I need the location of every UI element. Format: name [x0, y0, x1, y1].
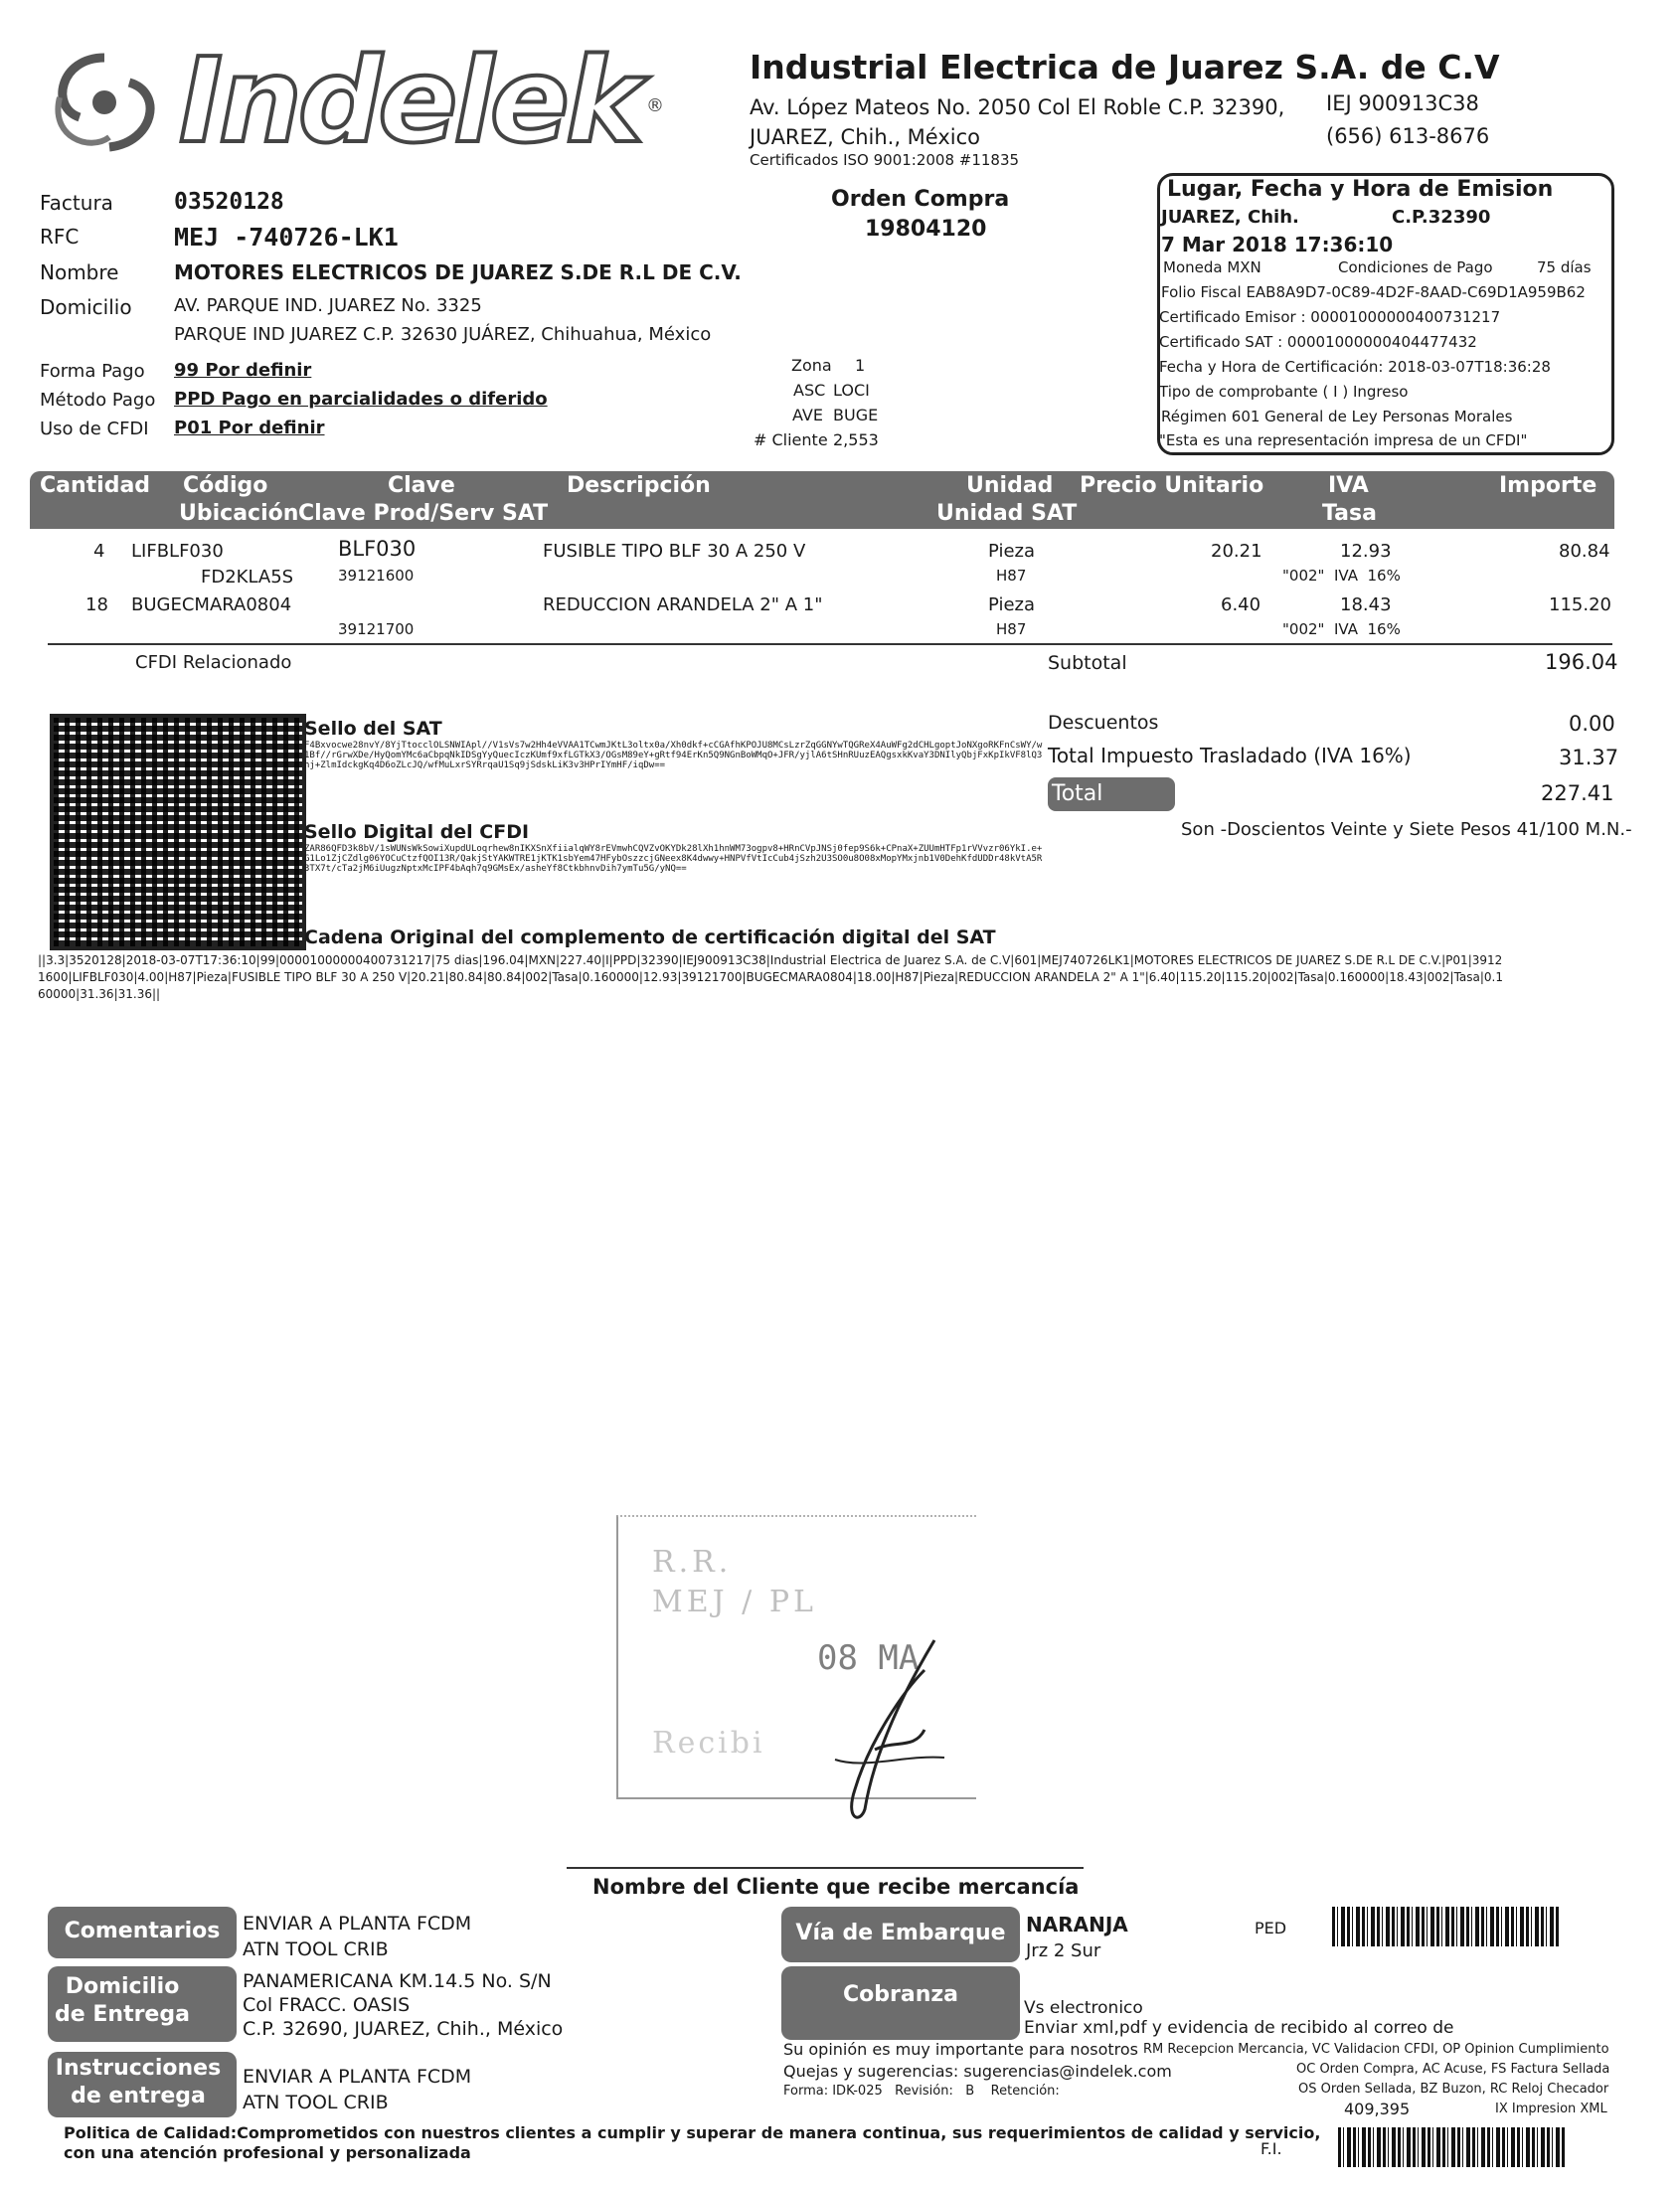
rfc-value: MEJ -740726-LK1 — [174, 223, 399, 252]
signature-line — [567, 1867, 1084, 1869]
numero-text: 409,395 — [1344, 2100, 1411, 2118]
opinion-text: Su opinión es muy importante para nosotros — [783, 2040, 1139, 2059]
table-divider — [48, 643, 1612, 645]
table-row — [30, 535, 1614, 587]
impuesto-value: 31.37 — [1559, 746, 1619, 769]
col-unidad: Unidad — [966, 473, 1054, 498]
cfdi-relacionado: CFDI Relacionado — [135, 652, 292, 673]
domicilio-label: Domicilio — [40, 295, 132, 319]
uso-cfdi-label: Uso de CFDI — [40, 419, 149, 439]
row-precio: 20.21 — [1211, 541, 1262, 562]
instrucciones-label-2: de entrega — [71, 2084, 206, 2108]
col-descripcion: Descripción — [567, 473, 711, 498]
domicilio-entrega-line-1: PANAMERICANA KM.14.5 No. S/N — [243, 1970, 552, 1992]
leyenda-2: OC Orden Compra, AC Acuse, FS Factura Sellada — [1296, 2062, 1610, 2077]
logo-wordmark: Indelek — [179, 32, 640, 169]
fi-label: F.I. — [1260, 2139, 1282, 2158]
instrucciones-label-1: Instrucciones — [55, 2056, 222, 2081]
cobranza-label: Cobranza — [842, 1982, 958, 2007]
politica-line-2: con una atención profesional y personalizada — [64, 2143, 471, 2162]
row-ubicacion: FD2KLA5S — [201, 567, 294, 588]
domicilio-line-1: AV. PARQUE IND. JUAREZ No. 3325 — [174, 295, 482, 316]
factura-label: Factura — [40, 191, 113, 215]
row-descripcion: FUSIBLE TIPO BLF 30 A 250 V — [543, 541, 806, 562]
sello-cfdi-text: ZAR86QFD3k8bV/1sWUNsWkSowiXupdULoqrhew8nIKXSnXfiialqWY8rEVmwhCQVZvOKYDk28lXh1hnWM73ogpv8+HRnCVpJNSj0fep9S6k+CPnaX+ZUUmHTFp1rVVvzr06YkI.e+G1Lo1ZjCZdlg06YOCuCtzfQOI13R/QakjStYAKWTRE1jKTK1sbYem47HFybOszzcjGNeex8K4dwwy+HNPVfVtIcCub4jSzh2U3SO0u8O08xMopYMxjnb1V0DehKfdUDDr48kVtA5R3TX7t/cTa2jM6iUugzNptxMcIPF4bAqh7q9GMsEx/asheYf8CtkbhnvDih7ymTu5G/yNQ== — [304, 844, 1043, 874]
signature-icon — [815, 1630, 974, 1829]
metodo-pago-value: PPD Pago en parcialidades o diferido — [174, 389, 548, 410]
row-codigo: LIFBLF030 — [131, 541, 224, 562]
row-iva: 12.93 — [1340, 541, 1392, 562]
uso-cfdi-value: P01 Por definir — [174, 418, 325, 438]
stamp-line-1: R.R. — [652, 1545, 733, 1580]
company-address-1: Av. López Mateos No. 2050 Col El Roble C.P. 32390, — [750, 95, 1285, 119]
descuentos-label: Descuentos — [1048, 712, 1159, 734]
barcode-bottom — [1338, 2127, 1567, 2167]
via-embarque-value: NARANJA — [1026, 1913, 1128, 1936]
emision-dias: 75 días — [1537, 258, 1592, 276]
col-tasa: Tasa — [1322, 501, 1377, 526]
col-precio: Precio Unitario — [1080, 473, 1264, 498]
row-tasa: "002" IVA 16% — [1282, 620, 1401, 638]
row-tasa: "002" IVA 16% — [1282, 567, 1401, 585]
swirl-logo-icon — [30, 38, 179, 167]
row-clave-sat: 39121700 — [338, 620, 415, 638]
domicilio-entrega-label-2: de Entrega — [55, 2002, 190, 2027]
company-phone: (656) 613-8676 — [1326, 124, 1490, 148]
leyenda-3: OS Orden Sellada, BZ Buzon, RC Reloj Checador — [1298, 2082, 1609, 2097]
barcode-top — [1332, 1907, 1561, 1946]
row-unidad-sat: H87 — [996, 567, 1027, 585]
row-importe: 80.84 — [1559, 541, 1610, 562]
row-unidad-sat: H87 — [996, 620, 1027, 638]
row-clave-sat: 39121600 — [338, 567, 415, 585]
leyenda-4: IX Impresion XML — [1495, 2102, 1607, 2116]
orden-compra-number: 19804120 — [865, 217, 987, 242]
logo-registered: ® — [646, 95, 664, 116]
company-address-2: JUAREZ, Chih., México — [750, 125, 980, 149]
row-clave: BLF030 — [338, 537, 417, 561]
company-name: Industrial Electrica de Juarez S.A. de C.V — [750, 48, 1500, 86]
nombre-label: Nombre — [40, 260, 119, 284]
via-embarque-line-2: Jrz 2 Sur — [1026, 1940, 1101, 1961]
forma-pago-value: 99 Por definir — [174, 360, 312, 381]
orden-compra-label: Orden Compra — [831, 187, 1010, 212]
stamp-recibi: Recibi — [652, 1726, 765, 1761]
cliente-label: # Cliente — [754, 430, 828, 449]
col-ubicacion: Ubicación — [179, 501, 299, 526]
emision-regimen: Régimen 601 General de Ley Personas Morales — [1161, 408, 1513, 425]
table-row — [30, 589, 1614, 640]
company-logo — [30, 32, 664, 169]
stamp-date: 08 MA — [817, 1638, 920, 1678]
subtotal-label: Subtotal — [1048, 652, 1127, 674]
asc-value: LOCI — [833, 381, 870, 400]
instrucciones-line-1: ENVIAR A PLANTA FCDM — [243, 2066, 472, 2088]
cliente-recibe-label: Nombre del Cliente que recibe mercancía — [592, 1875, 1080, 1899]
forma-pago-label: Forma Pago — [40, 361, 145, 382]
ped-label: PED — [1255, 1919, 1287, 1937]
metodo-pago-label: Método Pago — [40, 390, 156, 411]
comentarios-line-2: ATN TOOL CRIB — [243, 1938, 389, 1960]
ave-value: BUGE — [833, 406, 879, 424]
emision-folio: Folio Fiscal EAB8A9D7-0C89-4D2F-8AAD-C69D1A959B62 — [1161, 283, 1586, 301]
cobranza-line-1: Vs electronico — [1024, 1998, 1143, 2018]
cobranza-line-2: Enviar xml,pdf y evidencia de recibido al correo de — [1024, 2018, 1454, 2038]
instrucciones-line-2: ATN TOOL CRIB — [243, 2092, 389, 2113]
stamp-line-2: MEJ / PL — [652, 1585, 817, 1619]
comentarios-line-1: ENVIAR A PLANTA FCDM — [243, 1913, 472, 1935]
col-clave-sat: Clave Prod/Serv SAT — [298, 501, 549, 526]
cliente-value: 2,553 — [833, 430, 879, 449]
total-letra: Son -Doscientos Veinte y Siete Pesos 41/100 M.N.- — [1181, 819, 1632, 840]
rfc-label: RFC — [40, 225, 80, 249]
comentarios-label: Comentarios — [64, 1919, 221, 1943]
emision-fecha-cert: Fecha y Hora de Certificación: 2018-03-07T18:36:28 — [1159, 358, 1551, 376]
cadena-text: ||3.3|3520128|2018-03-07T17:36:10|99|00001000000400731217|75 dias|196.04|MXN|227.40|I|PPD|32390|IEJ900913C38|Industrial Electrica de Juarez S.A. de C.V|601|MEJ740726LK1|MOTORES ELECTRICOS DE JUAREZ S.DE R.L DE C.V.|P01|39121600|LIFBLF030|4.00|H87|Pieza|FUSIBLE TIPO BLF 30 A 250 V|20.21|80.84|80.84|002|Tasa|0.160000|12.93|39121700|BUGECMARA0804|18.00|H87|Pieza|REDUCCION ARANDELA 2" A 1"|6.40|115.20|115.20|002|Tasa|0.160000|18.43|002|Tasa|0.160000|31.36|31.36|| — [38, 953, 1504, 1001]
total-label: Total — [1052, 781, 1103, 806]
company-iso-cert: Certificados ISO 9001:2008 #11835 — [750, 151, 1020, 169]
domicilio-entrega-label-1: Domicilio — [65, 1974, 180, 1999]
domicilio-entrega-line-2: Col FRACC. OASIS — [243, 1994, 411, 2016]
emision-condiciones: Condiciones de Pago — [1338, 258, 1493, 276]
sello-sat-text: F4Bxvocwe28nvY/8YjTtocclOLSNWIApl//V1sVs7w2Hh4eVVAA1TCwmJKtL3oltx0a/Xh0dkf+cCGAfhKPOJU8MCsLzrZqGGNYwTQGReX4AuWFg2dCHLgoptJoNXgoRKFnCsWY/w1Bf//rGrwXDe/HyQomYMc6aCbpqNkIDSgYyQuecIczKUmf9xfLGTkX3/OGsM89eY+gRtf94ErKn5Q9NGnBoWMqO+JFR/yjlA6tSHnRUuzEAQgsxkKvaY3DNIlyQbjFxKpIkVF8lQ3hj+ZlmIdckgKq4D6oZLcJQ/wfMuLxrSYRrqaU1Sq9jSdskLiK3v3HPrIYmHF/iqDw== — [304, 741, 1043, 770]
factura-number: 03520128 — [174, 189, 284, 215]
qr-code — [50, 714, 306, 950]
row-cantidad: 4 — [93, 541, 105, 562]
impuesto-label: Total Impuesto Trasladado (IVA 16%) — [1048, 744, 1412, 767]
sello-cfdi-title: Sello Digital del CFDI — [304, 821, 530, 843]
zona-value: 1 — [855, 356, 866, 375]
row-cantidad: 18 — [85, 594, 108, 615]
col-clave: Clave — [388, 473, 455, 498]
company-rfc: IEJ 900913C38 — [1326, 91, 1479, 115]
forma-text: Forma: IDK-025 Revisión: B Retención: — [783, 2084, 1060, 2099]
politica-line-1: Politica de Calidad:Comprometidos con nuestros clientes a cumplir y superar de manera continua, sus requerimientos de calidad y servicio, — [64, 2123, 1321, 2142]
col-iva: IVA — [1328, 473, 1369, 498]
emision-cert-emisor: Certificado Emisor : 00001000000400731217 — [1159, 308, 1501, 326]
row-unidad: Pieza — [988, 541, 1036, 562]
emision-representacion: "Esta es una representación impresa de un CFDI" — [1159, 431, 1528, 449]
row-unidad: Pieza — [988, 594, 1036, 615]
domicilio-line-2: PARQUE IND JUAREZ C.P. 32630 JUÁREZ, Chihuahua, México — [174, 324, 712, 345]
via-embarque-label: Vía de Embarque — [795, 1921, 1006, 1945]
col-importe: Importe — [1499, 473, 1597, 498]
quejas-text: Quejas y sugerencias: sugerencias@indelek.com — [783, 2062, 1172, 2081]
subtotal-value: 196.04 — [1545, 650, 1618, 674]
row-iva: 18.43 — [1340, 594, 1392, 615]
row-codigo: BUGECMARA0804 — [131, 594, 292, 615]
total-value: 227.41 — [1541, 781, 1614, 805]
col-unidad-sat: Unidad SAT — [936, 501, 1078, 526]
col-cantidad: Cantidad — [40, 473, 151, 498]
row-descripcion: REDUCCION ARANDELA 2" A 1" — [543, 594, 823, 615]
domicilio-entrega-line-3: C.P. 32690, JUAREZ, Chih., México — [243, 2018, 564, 2040]
emision-lugar: JUAREZ, Chih. — [1161, 207, 1299, 228]
row-precio: 6.40 — [1221, 594, 1261, 615]
emision-moneda: Moneda MXN — [1163, 258, 1261, 276]
items-table-header — [30, 471, 1614, 529]
leyenda-1: RM Recepcion Mercancia, VC Validacion CFDI, OP Opinion Cumplimiento — [1143, 2042, 1609, 2057]
zona-label: Zona — [791, 356, 832, 375]
emision-tipo: Tipo de comprobante ( I ) Ingreso — [1159, 383, 1409, 401]
emision-title: Lugar, Fecha y Hora de Emision — [1167, 177, 1554, 202]
emision-fecha: 7 Mar 2018 17:36:10 — [1161, 233, 1394, 256]
sello-sat-title: Sello del SAT — [304, 718, 442, 740]
emision-cp: C.P.32390 — [1392, 207, 1491, 228]
col-codigo: Código — [183, 473, 268, 498]
ave-label: AVE — [792, 406, 823, 424]
descuentos-value: 0.00 — [1569, 712, 1615, 736]
row-importe: 115.20 — [1549, 594, 1611, 615]
nombre-value: MOTORES ELECTRICOS DE JUAREZ S.DE R.L DE C.V. — [174, 260, 742, 284]
cadena-title: Cadena Original del complemento de certificación digital del SAT — [304, 926, 996, 948]
emision-cert-sat: Certificado SAT : 00001000000404477432 — [1159, 333, 1477, 351]
asc-label: ASC — [793, 381, 826, 400]
